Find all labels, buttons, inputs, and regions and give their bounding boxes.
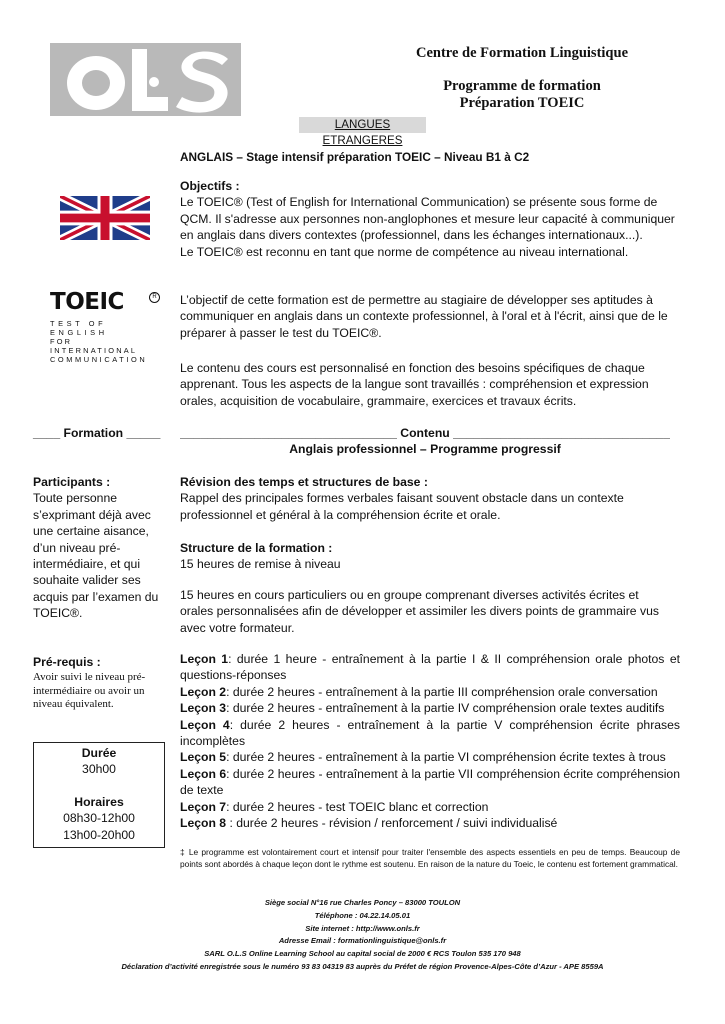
footer-phone: Téléphone : 04.22.14.05.01 xyxy=(314,910,411,920)
horaires-morning: 08h30-12h00 xyxy=(63,811,135,826)
structure-p2: 15 heures en cours particuliers ou en groupe comprenant diverses activités écrites et orales personnalisées afin de développer et assimiler les divers points de grammaire vus avec votre formateur. xyxy=(180,588,659,635)
toeic-tagline-2: FOR INTERNATIONAL xyxy=(50,337,138,355)
uk-flag-icon xyxy=(60,196,150,240)
programme-subheading: Anglais professionnel – Programme progressif xyxy=(289,442,561,456)
duree-label: Durée xyxy=(81,746,117,760)
lesson-text: : durée 2 heures - entraînement à la partie III compréhension orale conversation xyxy=(226,684,658,699)
revision-title: Révision des temps et structures de base : xyxy=(180,475,428,489)
footer-website: Site internet : http://www.onls.fr xyxy=(305,923,420,933)
footer-company: SARL O.L.S Online Learning School au capital social de 2000 € RCS Toulon 535 170 948 xyxy=(204,949,521,959)
lesson-label: Leçon 4 xyxy=(180,717,230,732)
lesson-item xyxy=(180,684,680,700)
duree-box xyxy=(33,742,165,848)
lesson-label: Leçon 5 xyxy=(180,750,227,765)
objectifs-p1b: Le TOEIC® est reconnu en tant que norme de compétence au niveau international. xyxy=(180,244,629,259)
footer-declaration: Déclaration d’activité enregistrée sous le numéro 93 83 04319 83 auprès du Préfet de région Provence-Alpes-Côte d’Azur - APE 8559A xyxy=(121,961,604,971)
contenu-heading: ________________________________ Contenu ________________________________ xyxy=(180,426,670,440)
objectifs-p2: L’objectif de cette formation est de permettre au stagiaire de développer ses aptitudes à communiquer en anglais dans un contexte professionnel, à l'oral et à l'écrit, ainsi que de le préparer à passer le test du TOEIC®. xyxy=(180,293,668,340)
lesson-label: Leçon 8 xyxy=(180,816,227,831)
formation-heading: ____ Formation _____ xyxy=(33,426,161,440)
lesson-text: : durée 1 heure - entraînement à la partie I & II compréhension orale photos et questions-réponses xyxy=(180,652,680,683)
lesson-label: Leçon 6 xyxy=(180,766,227,781)
lesson-item xyxy=(180,799,680,815)
org-title: Centre de Formation Linguistique xyxy=(416,45,628,61)
prereq-title: Pré-requis : xyxy=(33,655,101,669)
structure-text: 15 heures de remise à niveau xyxy=(180,557,341,572)
lesson-item xyxy=(180,717,680,750)
lesson-text: : durée 2 heures - entraînement à la partie V compréhension écrite phrases incomplètes xyxy=(180,717,680,749)
lessons-list xyxy=(180,651,680,831)
prep-title: Préparation TOEIC xyxy=(459,95,585,111)
horaires-label: Horaires xyxy=(74,794,124,809)
lesson-label: Leçon 3 xyxy=(180,701,227,716)
participants-section xyxy=(33,474,163,622)
lesson-text: : durée 2 heures - révision / renforcement / suivi individualisé xyxy=(226,816,558,831)
registered-mark-icon: R xyxy=(149,292,160,303)
objectifs-p1: Le TOEIC® (Test of English for International Communication) se présente sous forme de QCM. Il s'adresse aux personnes non-anglophones et mesure leur capacité à communiquer en anglais dans divers contextes (professionnel, dans les échanges internationaux...). xyxy=(180,195,675,243)
footer-email: Adresse Email : formationlinguistique@onls.fr xyxy=(278,936,447,946)
lesson-label: Leçon 1 xyxy=(180,652,229,666)
langues-band-label: LANGUES ETRANGERES xyxy=(322,118,403,147)
programme-note: ‡ Le programme est volontairement court et intensif pour traiter l'ensemble des aspects essentiels en peu de temps. Beaucoup de points sont abordés à chaque leçon dont le rythme est soutenu. En raison de la nature du Toeic, le contenu est fortement grammatical. xyxy=(180,847,680,869)
langues-band xyxy=(299,117,426,147)
ols-logo-graphic xyxy=(50,43,241,116)
revision-text: Rappel des principales formes verbales faisant souvent obstacle dans un contexte professionnel et général à la compréhension écrite et orale. xyxy=(180,491,624,522)
lesson-item xyxy=(180,700,680,716)
prereq-section xyxy=(33,654,163,712)
lesson-label: Leçon 7 xyxy=(180,799,227,814)
programme-title: Programme de formation xyxy=(443,78,601,94)
toeic-logo-word: TOEIC xyxy=(50,289,124,315)
prereq-text: Avoir suivi le niveau pré-intermédiaire ou avoir un niveau équivalent. xyxy=(33,671,146,711)
footer xyxy=(40,897,685,974)
participants-title: Participants : xyxy=(33,475,111,489)
course-title: ANGLAIS – Stage intensif préparation TOEIC – Niveau B1 à C2 xyxy=(180,150,530,164)
duree-value: 30h00 xyxy=(82,762,116,777)
toeic-tagline-1: TEST OF ENGLISH xyxy=(50,319,108,337)
lesson-item xyxy=(180,749,680,765)
structure-title: Structure de la formation : xyxy=(180,541,333,555)
lesson-item xyxy=(180,766,680,799)
lesson-item xyxy=(180,815,680,831)
participants-text: Toute personne s’exprimant déjà avec une certaine aisance, d’un niveau pré-intermédiaire, et qui souhaite valider ses acquis par l’examen du TOEIC®. xyxy=(33,491,159,621)
lesson-text: : durée 2 heures - entraînement à la partie IV compréhension orale textes auditifs xyxy=(226,701,665,716)
objectifs-p3: Le contenu des cours est personnalisé en fonction des besoins spécifiques de chaque apprenant. Tous les aspects de la langue sont travaillés : compréhension et expression orales, acquisition de vocabulaire, grammaire, exercices et travaux écrits. xyxy=(180,361,649,408)
lesson-text: : durée 2 heures - entraînement à la partie VII compréhension écrite compréhension de texte xyxy=(180,766,680,798)
revision-section xyxy=(180,474,680,523)
objectifs-heading: Objectifs : xyxy=(180,179,240,193)
lesson-text: : durée 2 heures - entraînement à la partie VI compréhension écrite textes à trous xyxy=(226,750,666,765)
toeic-tagline-3: COMMUNICATION xyxy=(50,355,148,364)
lesson-item xyxy=(180,651,680,684)
ols-logo xyxy=(50,43,241,116)
structure-section xyxy=(180,540,680,573)
footer-address: Siège social N°16 rue Charles Poncy – 83000 TOULON xyxy=(264,898,461,907)
horaires-afternoon: 13h00-20h00 xyxy=(63,827,135,842)
toeic-logo xyxy=(50,289,160,364)
lesson-text: : durée 2 heures - test TOEIC blanc et correction xyxy=(226,799,489,814)
lesson-label: Leçon 2 xyxy=(180,684,227,699)
objectifs-section xyxy=(180,178,680,260)
